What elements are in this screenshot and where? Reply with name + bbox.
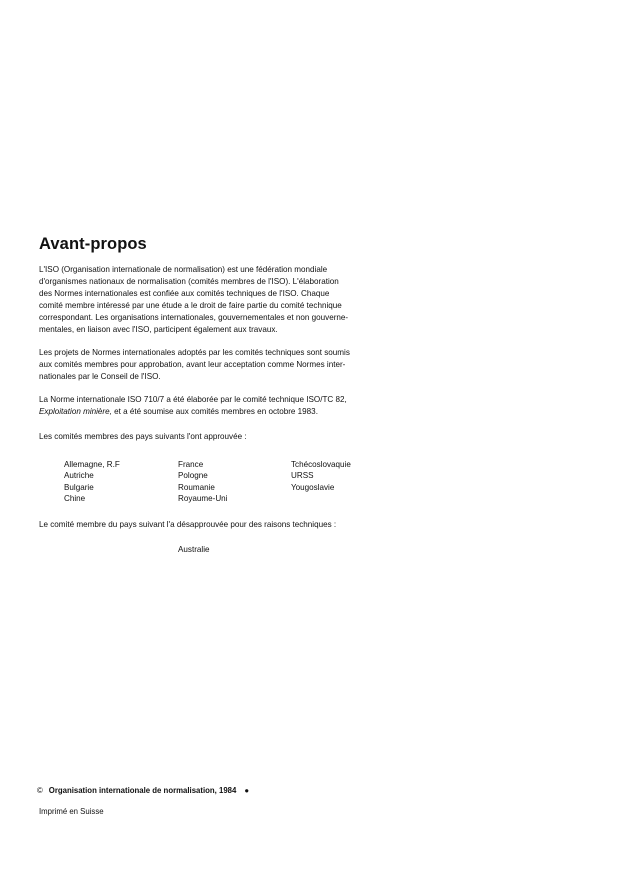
committee-title: Exploitation minière,: [39, 406, 112, 416]
country-name: Bulgarie: [64, 482, 94, 492]
country-name: Pologne: [178, 471, 208, 481]
country-name: France: [178, 460, 204, 469]
approval-intro: Les comités membres des pays suivants l'ont approuvée :: [39, 432, 247, 441]
text-fragment: et a été soumise aux comités membres en octobre 1983.: [111, 406, 318, 416]
country-name: Tchécoslovaquie: [291, 460, 351, 469]
text-line: La Norme internationale ISO 710/7 a été élaborée par le comité technique ISO/TC 82,: [39, 395, 347, 404]
country-name: Autriche: [64, 471, 94, 481]
approving-countries-column-1: [64, 459, 120, 504]
printed-in: Imprimé en Suisse: [39, 807, 104, 816]
country-name: URSS: [291, 471, 314, 481]
text-line: aux comités membres pour approbation, avant leur acceptation comme Normes inter-: [39, 359, 346, 369]
country-name: Roumanie: [178, 482, 215, 492]
text-line: L'ISO (Organisation internationale de normalisation) est une fédération mondiale: [39, 265, 328, 274]
country-name: Allemagne, R.F: [64, 460, 120, 469]
copyright-line: [37, 786, 249, 795]
bullet-icon: ●: [244, 786, 250, 795]
text-line: des Normes internationales est confiée aux comités techniques de l'ISO. Chaque: [39, 288, 330, 298]
disapproving-country: Australie: [178, 545, 210, 554]
country-name: Yougoslavie: [291, 482, 335, 492]
paragraph-approval-process: [39, 347, 386, 383]
text-line: correspondant. Les organisations internationales, gouvernementales et non gouverne-: [39, 312, 349, 322]
paragraph-iso-intro: [39, 264, 386, 335]
country-name: Chine: [64, 493, 86, 503]
text-line: mentales, en liaison avec l'ISO, participent également aux travaux.: [39, 324, 278, 334]
text-line: comité membre intéressé par une étude a le droit de faire partie du comité technique: [39, 300, 342, 310]
page-heading: Avant-propos: [39, 235, 147, 253]
paragraph-standard-origin: [39, 394, 386, 418]
disapproval-intro: Le comité membre du pays suivant l'a désapprouvée pour des raisons techniques :: [39, 520, 337, 529]
text-line: Les projets de Normes internationales adoptés par les comités techniques sont soumis: [39, 348, 350, 357]
text-line: nationales par le Conseil de l'ISO.: [39, 371, 161, 381]
text-line: [39, 406, 386, 418]
copyright-symbol: ©: [37, 786, 43, 795]
country-name: Royaume-Uni: [178, 493, 228, 503]
approving-countries-column-3: [291, 459, 351, 493]
approving-countries-column-2: [178, 459, 227, 504]
copyright-organisation: Organisation internationale de normalisation, 1984: [48, 786, 237, 795]
text-line: d'organismes nationaux de normalisation (comités membres de l'ISO). L'élaboration: [39, 276, 339, 286]
